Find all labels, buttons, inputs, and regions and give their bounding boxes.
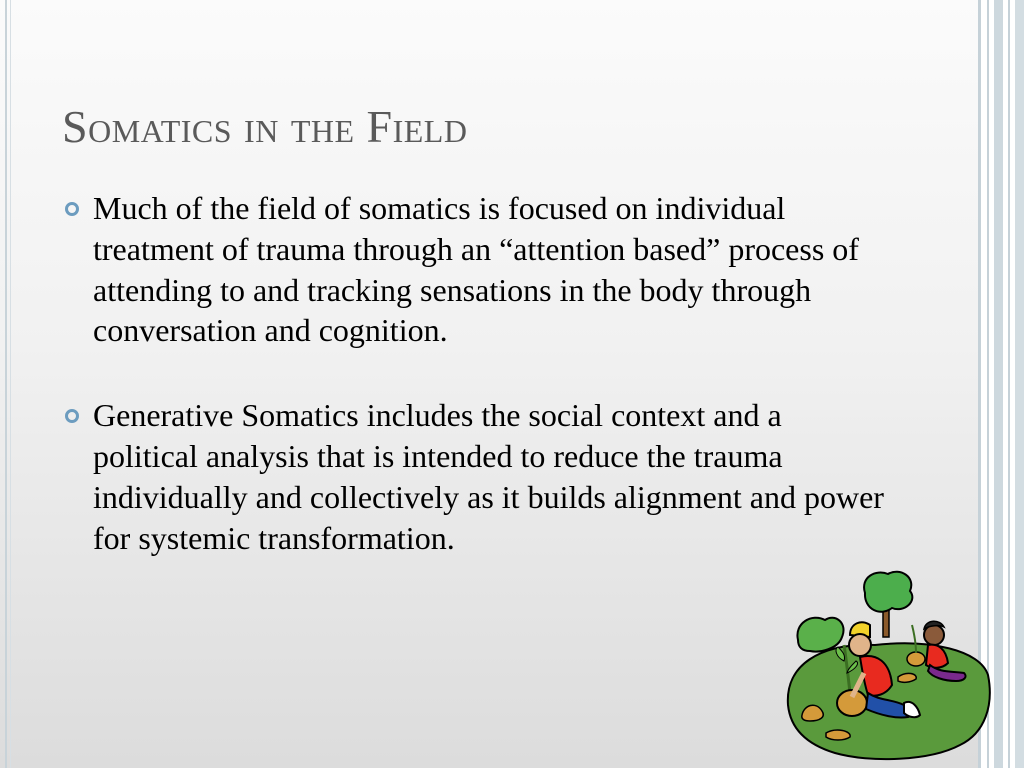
bullet-list	[58, 188, 888, 558]
bullet-item	[58, 395, 888, 558]
bullet-item	[58, 188, 888, 351]
left-frame-line	[5, 0, 7, 768]
slide-title: Somatics in the Field	[62, 101, 468, 152]
tree-planting-clipart-icon	[780, 565, 992, 765]
bullet-circle-icon	[65, 409, 79, 423]
bullet-text: Generative Somatics includes the social context and a political analysis that is intended to reduce the trauma individually and collectively as it builds alignment and power for systemic transformation.	[93, 397, 884, 556]
left-frame-line-inner	[10, 0, 11, 768]
bullet-text: Much of the field of somatics is focused on individual treatment of trauma through an “attention based” process of attending to and tracking sensations in the body through conversation and cognition.	[93, 190, 859, 349]
bullet-circle-icon	[65, 202, 79, 216]
